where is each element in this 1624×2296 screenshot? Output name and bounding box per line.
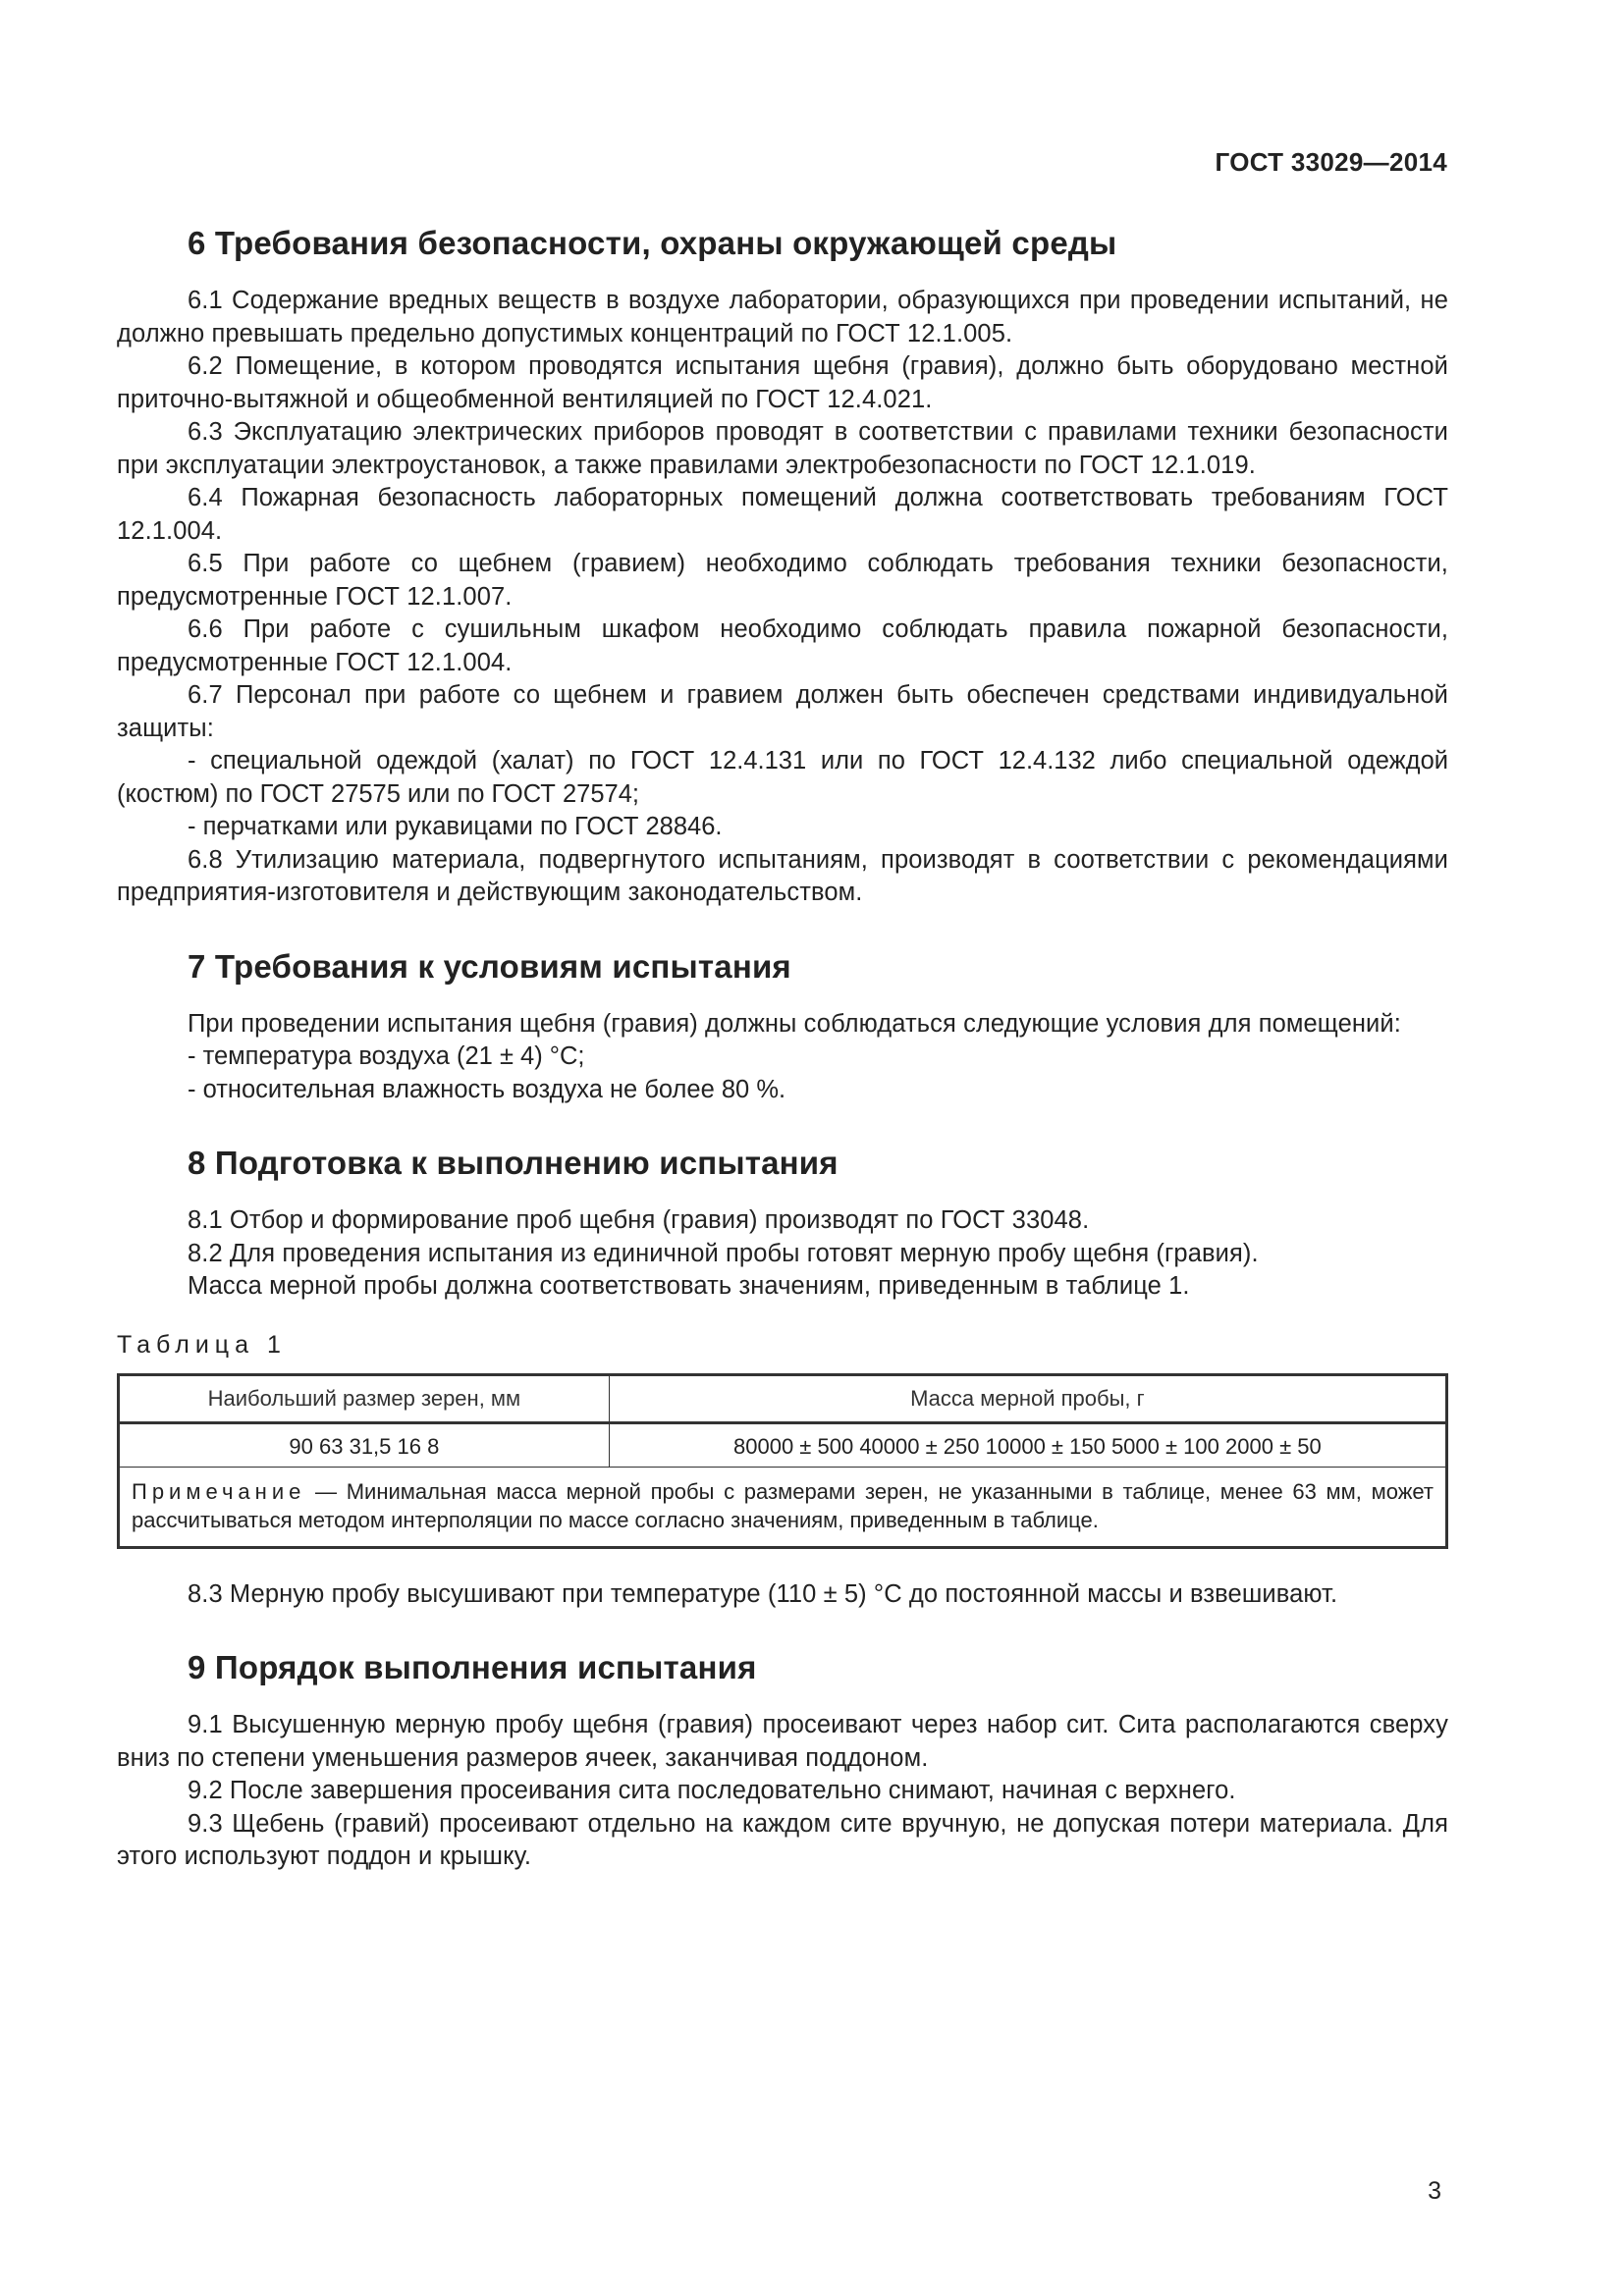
table-cell: 90 <box>289 1433 313 1459</box>
table-cell: 5000 ± 100 <box>1110 1433 1219 1459</box>
page-content <box>117 224 1448 1874</box>
page-number: 3 <box>1428 2177 1441 2205</box>
table-cell: 16 <box>397 1433 422 1459</box>
table-note <box>119 1467 1447 1547</box>
note-label: Примечание <box>132 1478 306 1504</box>
section-6-heading: 6 Требования безопасности, охраны окружающей среды <box>188 225 1117 261</box>
paragraph-6-5: 6.5 При работе со щебнем (гравием) необходимо соблюдать требования техники безопасности, предусмотренные ГОСТ 12.1.007. <box>117 550 1448 611</box>
table-cell: 2000 ± 50 <box>1225 1433 1322 1459</box>
paragraph-8-1: 8.1 Отбор и формирование проб щебня (гравия) производят по ГОСТ 33048. <box>188 1206 1090 1234</box>
note-text: — Минимальная масса мерной пробы с размерами зерен, не указанными в таблице, менее 63 мм, может рассчитываться методом интерполяции по массе согласно значениям, приведенным в таблице. <box>132 1478 1434 1532</box>
sample-mass-column <box>609 1422 1446 1467</box>
paragraph-6-6: 6.6 При работе с сушильным шкафом необходимо соблюдать правила пожарной безопасности, предусмотренные ГОСТ 12.1.004. <box>117 615 1448 676</box>
paragraph-6-1: 6.1 Содержание вредных веществ в воздухе лаборатории, образующихся при проведении испытаний, не должно превышать предельно допустимых концентраций по ГОСТ 12.1.005. <box>117 287 1448 347</box>
list-item-gloves: - перчатками или рукавицами по ГОСТ 28846. <box>188 813 723 840</box>
table-cell: 8 <box>427 1433 440 1459</box>
paragraph-8-2b: Масса мерной пробы должна соответствовать значениям, приведенным в таблице 1. <box>188 1272 1190 1300</box>
paragraph-6-8: 6.8 Утилизацию материала, подвергнутого испытаниям, производят в соответствии с рекомендациями предприятия-изготовителя и действующим законодательством. <box>117 845 1448 906</box>
list-item-temperature: - температура воздуха (21 ± 4) °С; <box>188 1042 585 1070</box>
table-cell: 80000 ± 500 <box>733 1433 854 1459</box>
paragraph-9-3: 9.3 Щебень (гравий) просеивают отдельно на каждом сите вручную, не допуская потери материала. Для этого используют поддон и крышку. <box>117 1809 1448 1870</box>
grain-size-column <box>119 1422 610 1467</box>
paragraph-6-3: 6.3 Эксплуатацию электрических приборов проводят в соответствии с правилами техники безопасности при эксплуатации электроустановок, а также правилами электробезопасности по ГОСТ 12.1.019. <box>117 418 1448 479</box>
table-header-grain-size: Наибольший размер зерен, мм <box>119 1374 610 1422</box>
paragraph-9-2: 9.2 После завершения просеивания сита последовательно снимают, начиная с верхнего. <box>188 1777 1236 1804</box>
paragraph-8-3: 8.3 Мерную пробу высушивают при температуре (110 ± 5) °С до постоянной массы и взвешивают. <box>188 1579 1338 1608</box>
table-caption: Таблица 1 <box>117 1330 287 1359</box>
list-item-clothing: - специальной одеждой (халат) по ГОСТ 12.4.131 или по ГОСТ 12.4.132 либо специальной одеждой (костюм) по ГОСТ 27575 или по ГОСТ 27574; <box>117 747 1448 808</box>
table-cell: 40000 ± 250 <box>859 1433 980 1459</box>
table-cell: 31,5 <box>349 1433 392 1459</box>
paragraph-9-1: 9.1 Высушенную мерную пробу щебня (гравия) просеивают через набор сит. Сита располагаются сверху вниз по степени уменьшения размеров ячеек, заканчивая поддоном. <box>117 1711 1448 1772</box>
paragraph-7-intro: При проведении испытания щебня (гравия) должны соблюдаться следующие условия для помещений: <box>188 1009 1401 1038</box>
section-7-heading: 7 Требования к условиям испытания <box>188 947 791 985</box>
list-item-humidity: - относительная влажность воздуха не более 80 %. <box>188 1075 786 1103</box>
paragraph-6-4: 6.4 Пожарная безопасность лабораторных помещений должна соответствовать требованиям ГОСТ 12.1.004. <box>117 484 1448 545</box>
paragraph-8-2: 8.2 Для проведения испытания из единичной пробы готовят мерную пробу щебня (гравия). <box>188 1239 1259 1267</box>
sample-mass-table <box>117 1373 1448 1549</box>
document-code-header: ГОСТ 33029—2014 <box>1215 147 1447 177</box>
table-header-sample-mass: Масса мерной пробы, г <box>609 1374 1446 1422</box>
table-cell: 63 <box>318 1433 344 1459</box>
paragraph-6-7: 6.7 Персонал при работе со щебнем и гравием должен быть обеспечен средствами индивидуальной защиты: <box>117 681 1448 742</box>
section-8-heading: 8 Подготовка к выполнению испытания <box>188 1145 839 1181</box>
paragraph-6-2: 6.2 Помещение, в котором проводятся испытания щебня (гравия), должно быть оборудовано местной приточно-вытяжной и общеобменной вентиляцией по ГОСТ 12.4.021. <box>117 352 1448 413</box>
table-cell: 10000 ± 150 <box>985 1433 1106 1459</box>
section-9-heading: 9 Порядок выполнения испытания <box>188 1649 757 1685</box>
